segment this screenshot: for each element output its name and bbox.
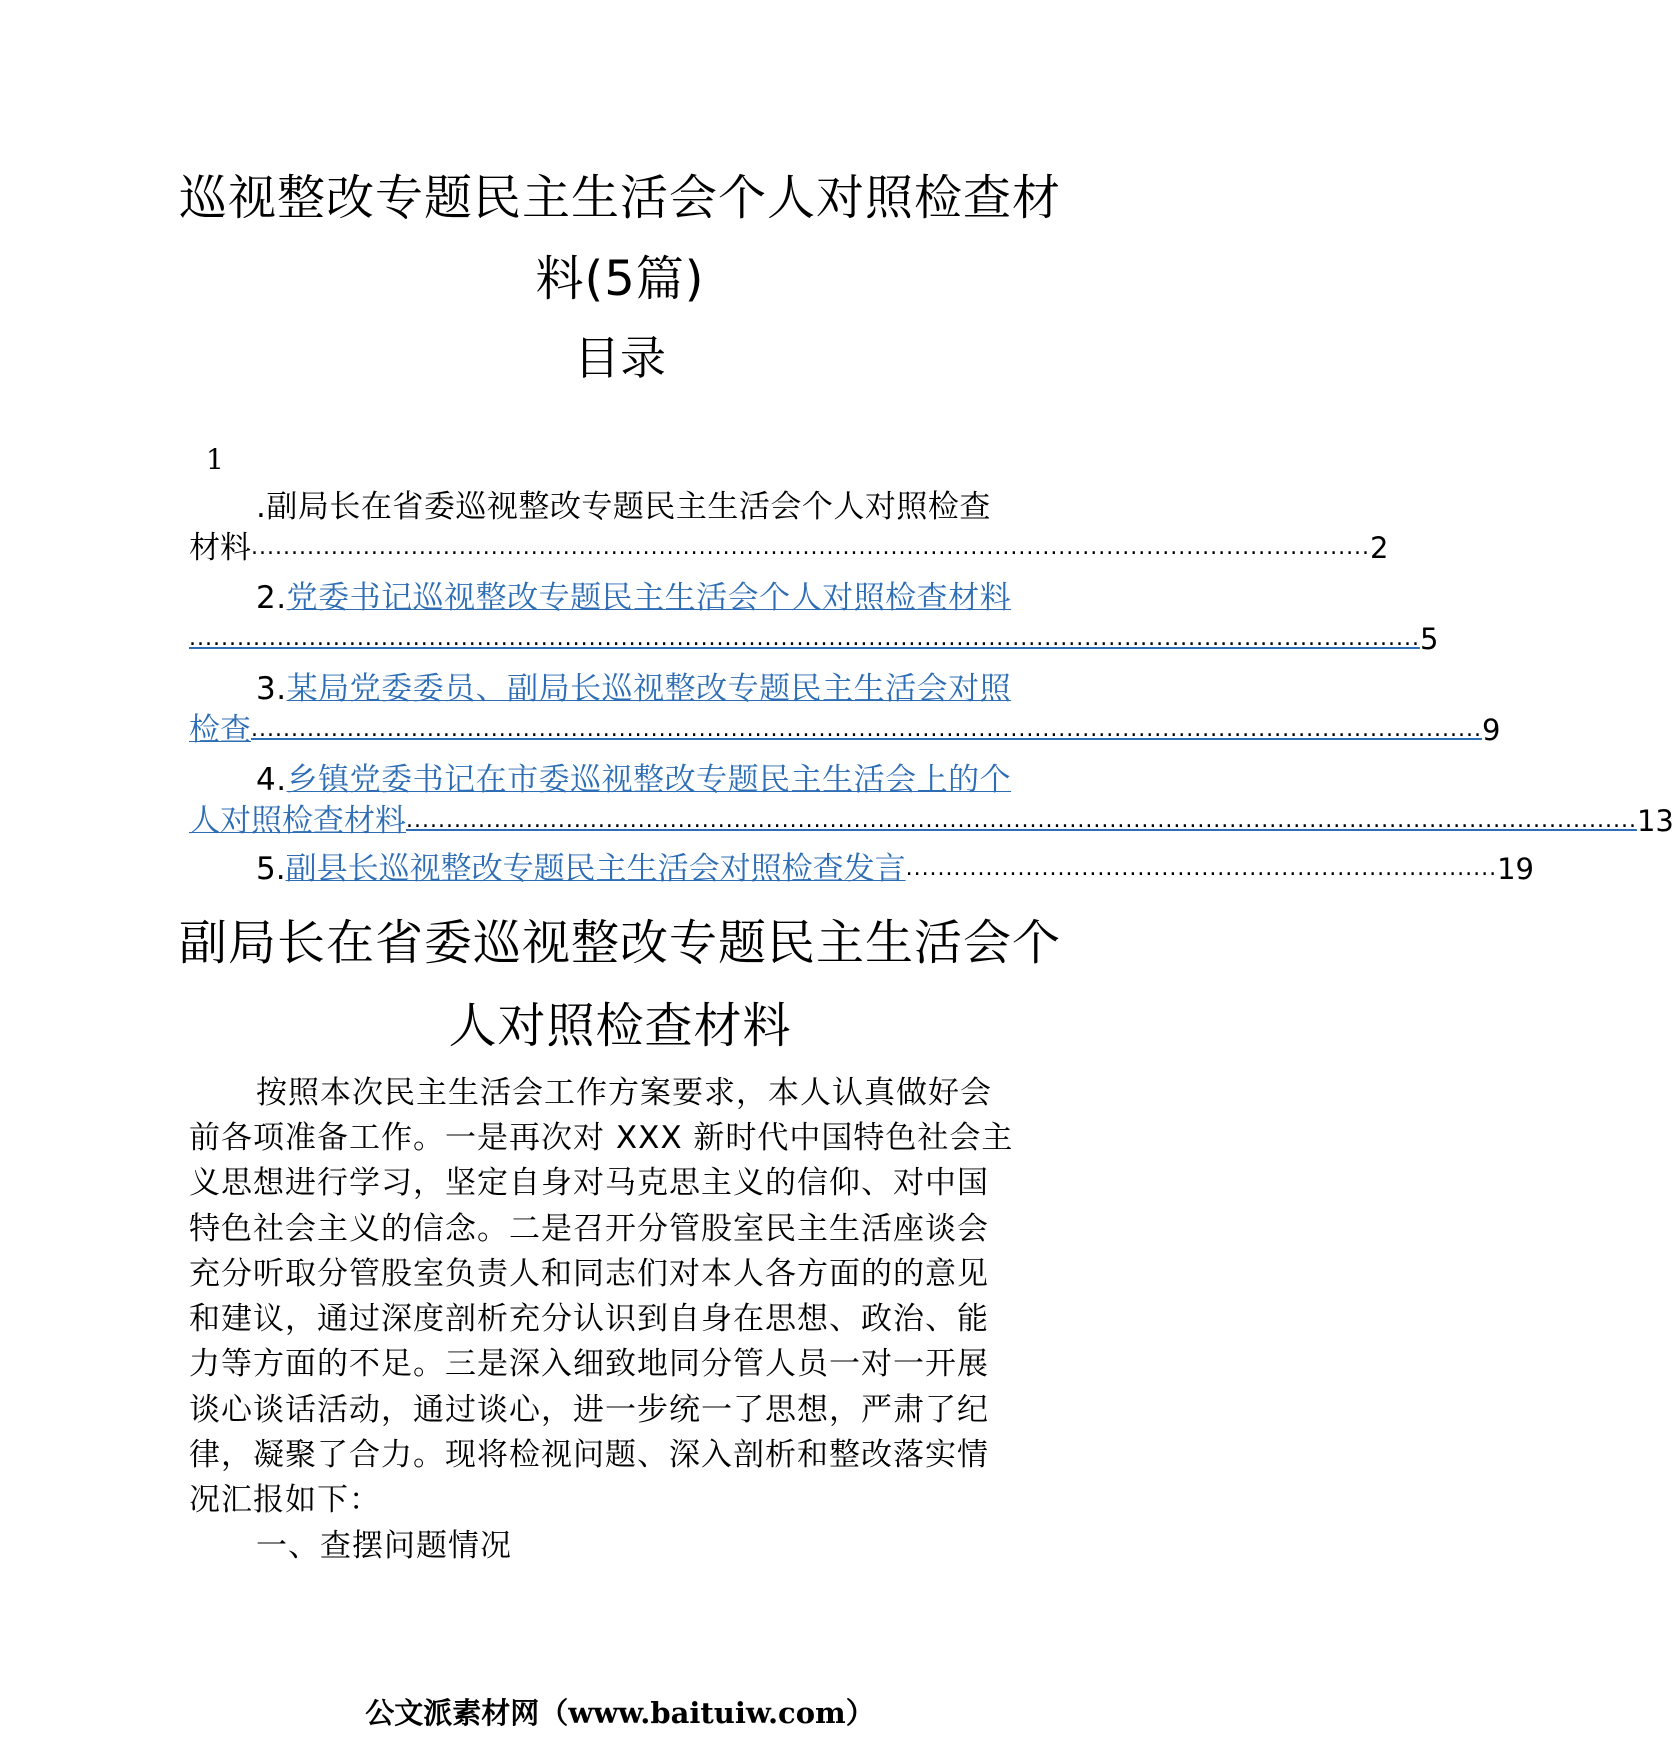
toc-item4-page: 13 <box>1636 804 1674 838</box>
document-title-line1: 巡视整改专题民主生活会个人对照检查材 <box>178 170 1061 226</box>
toc-item3-link[interactable]: 某局党委委员、副局长巡视整改专题民主生活会对照 <box>286 671 1012 707</box>
toc-item4-prefix: 4. <box>256 762 287 798</box>
paragraph-line-9: 律，凝聚了合力。现将检视问题、深入剖析和整改落实情 <box>189 1437 989 1473</box>
toc-item3-leader-dots: .......................................................................................................................................................... <box>251 717 1482 742</box>
paragraph-line-7: 力等方面的不足。三是深入细致地同分管人员一对一开展 <box>189 1346 989 1382</box>
subheading: 一、查摆问题情况 <box>256 1528 512 1564</box>
toc-item1-line2: 材料 <box>189 530 251 566</box>
toc-item3-line2[interactable]: 检查 <box>189 712 251 748</box>
toc-item4-line2[interactable]: 人对照检查材料 <box>189 803 406 839</box>
toc-item2-page: 5 <box>1419 622 1439 656</box>
toc-item2-row2[interactable] <box>189 618 1439 660</box>
toc-item4-row2[interactable] <box>189 800 1674 842</box>
paragraph-line-2: 前各项准备工作。一是再次对 XXX 新时代中国特色社会主 <box>189 1120 1014 1156</box>
toc-item4-line1[interactable] <box>256 759 1011 801</box>
toc-item5-prefix: 5. <box>256 851 286 887</box>
toc-item5-link[interactable]: 副县长巡视整改专题民主生活会对照检查发言 <box>285 851 906 887</box>
toc-item1-line1[interactable]: .副局长在省委巡视整改专题民主生活会个人对照检查 <box>256 489 991 525</box>
paragraph-line-5: 充分听取分管股室负责人和同志们对本人各方面的的意见 <box>189 1256 989 1292</box>
toc-item3-row2[interactable] <box>189 709 1501 751</box>
toc-item2-line1[interactable] <box>256 577 1011 619</box>
toc-item4-link[interactable]: 乡镇党委书记在市委巡视整改专题民主生活会上的个 <box>286 762 1012 798</box>
toc-item2-prefix: 2. <box>256 580 287 616</box>
toc-item1-row2[interactable] <box>189 527 1389 569</box>
toc-item5-row[interactable] <box>256 848 1534 890</box>
toc-heading: 目录 <box>574 331 666 385</box>
toc-item3-page: 9 <box>1481 713 1501 747</box>
document-title-line2: 料(5篇) <box>535 251 705 307</box>
paragraph-line-1: 按照本次民主生活会工作方案要求，本人认真做好会 <box>256 1075 992 1111</box>
section-title-line2: 人对照检查材料 <box>448 998 792 1054</box>
paragraph-line-4: 特色社会主义的信念。二是召开分管股室民主生活座谈会 <box>189 1211 989 1247</box>
toc-item1-number: 1 <box>206 443 224 476</box>
paragraph-line-3: 义思想进行学习，坚定自身对马克思主义的信仰、对中国 <box>189 1165 989 1201</box>
footer-source: 公文派素材网（www.baituiw.com） <box>365 1696 875 1730</box>
toc-item5-leader-dots: .......................................................................... <box>905 856 1498 881</box>
toc-item2-link[interactable]: 党委书记巡视整改专题民主生活会个人对照检查材料 <box>286 580 1012 616</box>
toc-item3-line1[interactable] <box>256 668 1011 710</box>
section-title-line1: 副局长在省委巡视整改专题民主生活会个 <box>178 915 1061 971</box>
toc-item3-prefix: 3. <box>256 671 287 707</box>
paragraph-line-6: 和建议，通过深度剖析充分认识到自身在思想、政治、能 <box>189 1301 989 1337</box>
toc-item5-page: 19 <box>1497 852 1534 886</box>
toc-item1-leader-dots: ............................................................................................................................................ <box>251 535 1371 560</box>
toc-item2-leader-dots: .......................................................................................................................................................... <box>189 626 1420 651</box>
toc-item4-leader-dots: .......................................................................................................................................................... <box>406 808 1637 833</box>
paragraph-line-10: 况汇报如下： <box>189 1482 381 1518</box>
toc-item1-page: 2 <box>1370 531 1389 565</box>
paragraph-line-8: 谈心谈话活动，通过谈心，进一步统一了思想，严肃了纪 <box>189 1392 989 1428</box>
